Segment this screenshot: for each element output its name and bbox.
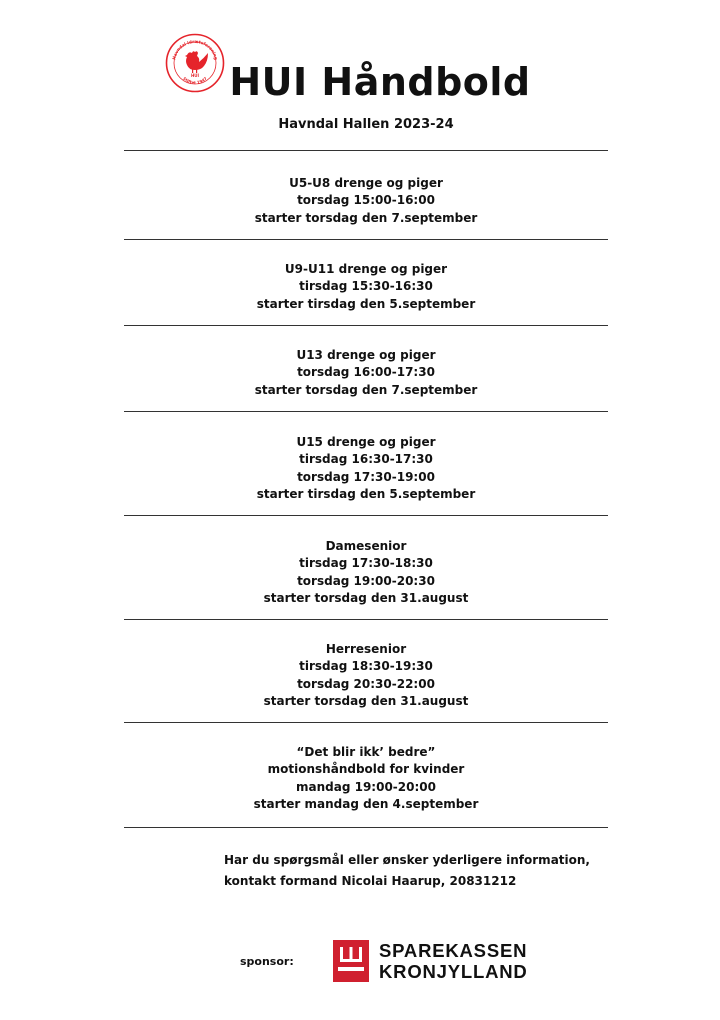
divider — [124, 150, 608, 151]
team-section — [124, 434, 608, 504]
team-start: starter torsdag den 7.september — [254, 382, 478, 397]
team-start: starter tirsdag den 5.september — [256, 487, 476, 502]
divider — [124, 239, 608, 240]
team-time: mandag 19:00-20:00 — [296, 779, 436, 794]
page-title: HUI Håndbold — [229, 60, 531, 104]
team-section — [124, 538, 608, 608]
contact-line: kontakt formand Nicolai Haarup, 20831212 — [224, 874, 517, 888]
team-name: U5-U8 drenge og piger — [289, 176, 443, 190]
divider — [124, 619, 608, 620]
logo-ring-text-top: Havndal Idrætsforening — [171, 38, 219, 61]
team-name: “Det blir ikk’ bedre” — [296, 745, 436, 759]
logo-mid-text: HUI — [190, 73, 200, 78]
contact-info — [224, 850, 590, 892]
team-time: torsdag 19:00-20:30 — [297, 573, 435, 588]
sponsor-name-line1: SPAREKASSEN — [379, 940, 528, 961]
team-time: tirsdag 18:30-19:30 — [299, 659, 433, 674]
team-section — [124, 641, 608, 711]
team-name: Herresenior — [325, 642, 407, 656]
divider — [124, 411, 608, 412]
team-description: motionshåndbold for kvinder — [267, 762, 465, 777]
team-time: torsdag 20:30-22:00 — [297, 676, 435, 691]
divider — [124, 515, 608, 516]
team-time: tirsdag 15:30-16:30 — [299, 279, 433, 294]
sponsor-name-line2: KRONJYLLAND — [379, 961, 528, 982]
team-section — [124, 261, 608, 313]
page-subtitle: Havndal Hallen 2023-24 — [278, 117, 454, 132]
team-name: U13 drenge og piger — [296, 348, 436, 362]
team-start: starter tirsdag den 5.september — [256, 296, 476, 311]
divider — [124, 722, 608, 723]
divider — [124, 827, 608, 828]
team-time: tirsdag 16:30-17:30 — [299, 452, 433, 467]
team-start: starter torsdag den 7.september — [254, 210, 478, 225]
divider — [124, 325, 608, 326]
sponsor-name — [379, 940, 528, 982]
team-section — [124, 744, 608, 814]
team-section — [124, 175, 608, 227]
team-name: U9-U11 drenge og piger — [284, 262, 448, 276]
team-name: Damesenior — [325, 539, 407, 553]
team-start: starter torsdag den 31.august — [263, 591, 469, 606]
team-time: torsdag 16:00-17:30 — [297, 365, 435, 380]
team-section — [124, 347, 608, 399]
crown-icon — [333, 940, 369, 982]
team-name: U15 drenge og piger — [296, 435, 436, 449]
team-time: torsdag 15:00-16:00 — [297, 193, 435, 208]
team-start: starter torsdag den 31.august — [263, 694, 469, 709]
team-time: tirsdag 17:30-18:30 — [299, 556, 433, 571]
logo-ring-text-bottom: Stiftet 1947 — [182, 75, 208, 86]
team-start: starter mandag den 4.september — [253, 797, 479, 812]
team-time: torsdag 17:30-19:00 — [297, 469, 435, 484]
sponsor-label: sponsor: — [240, 955, 294, 968]
contact-line: Har du spørgsmål eller ønsker yderligere information, — [224, 853, 590, 867]
